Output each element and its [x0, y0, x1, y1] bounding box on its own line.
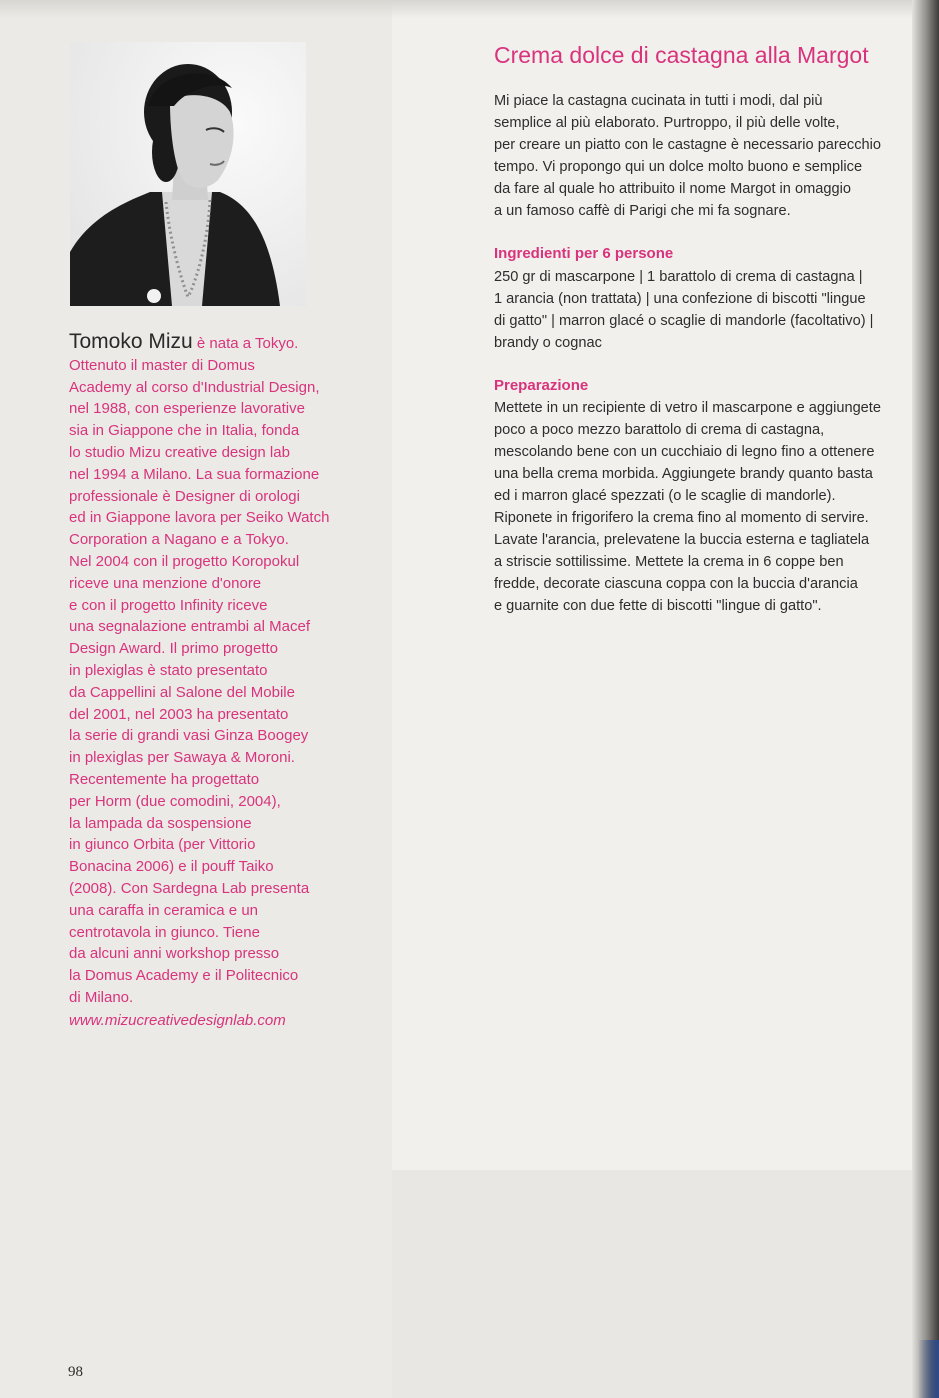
page-top-shadow: [0, 0, 939, 18]
ingredients-heading: Ingredienti per 6 persone: [494, 245, 674, 262]
portrait-illustration: [70, 42, 306, 306]
page-number: 98: [68, 1364, 83, 1380]
preparation-heading: Preparazione: [494, 377, 589, 394]
author-website-link[interactable]: www.mizucreativedesignlab.com: [69, 1012, 286, 1029]
author-bio: [69, 331, 369, 1009]
author-name: Tomoko Mizu: [69, 330, 193, 353]
book-cover-edge: [918, 1340, 939, 1398]
author-portrait-photo: [70, 42, 306, 306]
recipe-title: Crema dolce di castagna alla Margot: [494, 42, 869, 68]
author-bio-text: è nata a Tokyo. Ottenuto il master di Domus Academy al corso d'Industrial Design, nel 1988, con esperienze lavorative sia in Giappone che in Italia, fonda lo studio Mizu creative design lab nel 1994 a Milano. La sua formazione professionale è Designer di orologi ed in Giappone lavora per Seiko Watch Corporation a Nagano e a Tokyo. Nel 2004 con il progetto Koropokul riceve una menzione d'onore e con il progetto Infinity riceve una segnalazione entrambi al Macef Design Award. Il primo progetto in plexiglas è stato presentato da Cappellini al Salone del Mobile del 2001, nel 2003 ha presentato la serie di grandi vasi Ginza Boogey in plexiglas per Sawaya & Moroni. Recentemente ha progettato per Horm (due comodini, 2004), la lampada da sospensione in giunco Orbita (per Vittorio Bonacina 2006) e il pouff Taiko (2008). Con Sardegna Lab presenta una caraffa in ceramica e un centrotavola in giunco. Tiene da alcuni anni workshop presso la Domus Academy e il Politecnico di Milano.: [69, 335, 330, 1006]
ingredients-list: 250 gr di mascarpone | 1 barattolo di crema di castagna | 1 arancia (non trattata) | una confezione di biscotti "lingue di gatto" | marron glacé o scaglie di mandorle (facoltativo) | brandy o cognac: [494, 269, 874, 351]
preparation-text: Mettete in un recipiente di vetro il mascarpone e aggiungete poco a poco mezzo barattolo di crema di castagna, mescolando bene con un cucchiaio di legno fino a ottenere una bella crema morbida. Aggiungete brandy quanto basta ed i marron glacé spezzati (o le scaglie di mandorle). Riponete in frigorifero la crema fino al momento di servire. Lavate l'arancia, prelevatene la buccia esterna e tagliatela a striscie sottilissime. Mettete la crema in 6 coppe ben fredde, decorate ciascuna coppa con la buccia d'arancia e guarnite con due fette di biscotti "lingue di gatto".: [494, 400, 881, 614]
recipe-intro: Mi piace la castagna cucinata in tutti i modi, dal più semplice al più elaborato. Purtroppo, il più delle volte, per creare un piatto con le castagne è necessario parecchio tempo. Vi propongo qui un dolce molto buono e semplice da fare al quale ho attribuito il nome Margot in omaggio a un famoso caffè di Parigi che mi fa sognare.: [494, 93, 881, 219]
book-gutter-shadow: [912, 0, 939, 1398]
